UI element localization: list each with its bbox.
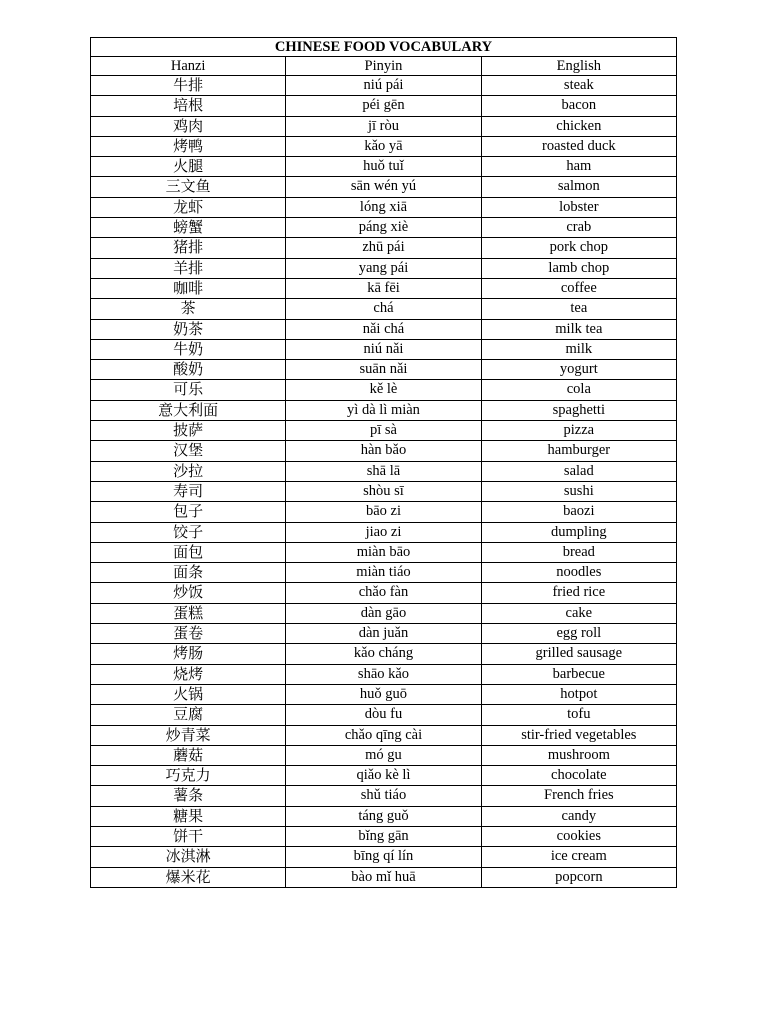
table-row [91, 644, 677, 664]
hanzi-cell: 三文鱼 [91, 177, 286, 197]
english-cell: cake [481, 603, 676, 623]
hanzi-cell: 汉堡 [91, 441, 286, 461]
english-cell: yogurt [481, 360, 676, 380]
english-cell: tea [481, 299, 676, 319]
table-row [91, 481, 677, 501]
table-row [91, 278, 677, 298]
table-row [91, 847, 677, 867]
english-cell: mushroom [481, 745, 676, 765]
english-cell: crab [481, 218, 676, 238]
pinyin-cell: kā fēi [286, 278, 481, 298]
english-cell: baozi [481, 502, 676, 522]
english-cell: French fries [481, 786, 676, 806]
english-cell: cola [481, 380, 676, 400]
column-header-row [91, 57, 677, 76]
table-row [91, 421, 677, 441]
table-row [91, 96, 677, 116]
pinyin-cell: shǔ tiáo [286, 786, 481, 806]
table-row [91, 299, 677, 319]
english-cell: roasted duck [481, 136, 676, 156]
pinyin-cell: huǒ guō [286, 684, 481, 704]
pinyin-cell: bāo zi [286, 502, 481, 522]
table-row [91, 157, 677, 177]
hanzi-cell: 鸡肉 [91, 116, 286, 136]
pinyin-cell: miàn bāo [286, 542, 481, 562]
english-cell: pork chop [481, 238, 676, 258]
pinyin-cell: miàn tiáo [286, 563, 481, 583]
hanzi-cell: 酸奶 [91, 360, 286, 380]
english-cell: coffee [481, 278, 676, 298]
table-row [91, 441, 677, 461]
pinyin-cell: qiǎo kè lì [286, 766, 481, 786]
english-cell: bread [481, 542, 676, 562]
table-row [91, 583, 677, 603]
table-row [91, 705, 677, 725]
hanzi-cell: 冰淇淋 [91, 847, 286, 867]
english-cell: grilled sausage [481, 644, 676, 664]
english-cell: popcorn [481, 867, 676, 887]
pinyin-cell: bǐng gān [286, 826, 481, 846]
pinyin-cell: dòu fu [286, 705, 481, 725]
english-cell: pizza [481, 421, 676, 441]
table-row [91, 684, 677, 704]
hanzi-cell: 牛奶 [91, 339, 286, 359]
table-row [91, 603, 677, 623]
hanzi-cell: 炒青菜 [91, 725, 286, 745]
pinyin-cell: bīng qí lín [286, 847, 481, 867]
table-row [91, 806, 677, 826]
pinyin-cell: chǎo qīng cài [286, 725, 481, 745]
pinyin-cell: kě lè [286, 380, 481, 400]
hanzi-cell: 烧烤 [91, 664, 286, 684]
hanzi-cell: 蛋卷 [91, 624, 286, 644]
english-cell: chicken [481, 116, 676, 136]
pinyin-cell: hàn bǎo [286, 441, 481, 461]
hanzi-cell: 咖啡 [91, 278, 286, 298]
english-cell: candy [481, 806, 676, 826]
pinyin-cell: shāo kǎo [286, 664, 481, 684]
pinyin-cell: kǎo cháng [286, 644, 481, 664]
table-row [91, 380, 677, 400]
english-cell: lamb chop [481, 258, 676, 278]
hanzi-cell: 牛排 [91, 76, 286, 96]
english-cell: steak [481, 76, 676, 96]
english-cell: barbecue [481, 664, 676, 684]
english-cell: cookies [481, 826, 676, 846]
table-row [91, 542, 677, 562]
pinyin-cell: dàn gāo [286, 603, 481, 623]
pinyin-cell: bào mǐ huā [286, 867, 481, 887]
hanzi-cell: 沙拉 [91, 461, 286, 481]
table-title-row [91, 38, 677, 57]
hanzi-cell: 蛋糕 [91, 603, 286, 623]
hanzi-cell: 面包 [91, 542, 286, 562]
hanzi-cell: 火腿 [91, 157, 286, 177]
pinyin-cell: shòu sī [286, 481, 481, 501]
english-cell: spaghetti [481, 400, 676, 420]
hanzi-cell: 龙虾 [91, 197, 286, 217]
hanzi-cell: 茶 [91, 299, 286, 319]
hanzi-cell: 巧克力 [91, 766, 286, 786]
hanzi-cell: 爆米花 [91, 867, 286, 887]
pinyin-cell: yang pái [286, 258, 481, 278]
table-row [91, 725, 677, 745]
table-row [91, 461, 677, 481]
table-row [91, 339, 677, 359]
english-cell: ice cream [481, 847, 676, 867]
pinyin-cell: jī ròu [286, 116, 481, 136]
table-body [91, 76, 677, 888]
pinyin-cell: shā lā [286, 461, 481, 481]
hanzi-cell: 炒饭 [91, 583, 286, 603]
pinyin-cell: nǎi chá [286, 319, 481, 339]
table-row [91, 238, 677, 258]
pinyin-cell: suān nǎi [286, 360, 481, 380]
pinyin-cell: kǎo yā [286, 136, 481, 156]
english-cell: stir-fried vegetables [481, 725, 676, 745]
hanzi-cell: 薯条 [91, 786, 286, 806]
pinyin-cell: niú pái [286, 76, 481, 96]
column-header-pinyin: Pinyin [286, 57, 481, 76]
pinyin-cell: yì dà lì miàn [286, 400, 481, 420]
hanzi-cell: 豆腐 [91, 705, 286, 725]
table-row [91, 624, 677, 644]
table-row [91, 766, 677, 786]
table-row [91, 197, 677, 217]
table-row [91, 218, 677, 238]
table-row [91, 745, 677, 765]
english-cell: salmon [481, 177, 676, 197]
table-row [91, 563, 677, 583]
table-title: CHINESE FOOD VOCABULARY [91, 38, 677, 57]
table-row [91, 258, 677, 278]
table-row [91, 826, 677, 846]
table-row [91, 319, 677, 339]
hanzi-cell: 意大利面 [91, 400, 286, 420]
english-cell: egg roll [481, 624, 676, 644]
pinyin-cell: huǒ tuǐ [286, 157, 481, 177]
column-header-hanzi: Hanzi [91, 57, 286, 76]
hanzi-cell: 饼干 [91, 826, 286, 846]
english-cell: fried rice [481, 583, 676, 603]
hanzi-cell: 螃蟹 [91, 218, 286, 238]
vocabulary-table [90, 37, 677, 888]
english-cell: hamburger [481, 441, 676, 461]
english-cell: lobster [481, 197, 676, 217]
table-row [91, 76, 677, 96]
english-cell: tofu [481, 705, 676, 725]
english-cell: hotpot [481, 684, 676, 704]
english-cell: chocolate [481, 766, 676, 786]
hanzi-cell: 猪排 [91, 238, 286, 258]
english-cell: milk [481, 339, 676, 359]
hanzi-cell: 培根 [91, 96, 286, 116]
pinyin-cell: sān wén yú [286, 177, 481, 197]
hanzi-cell: 饺子 [91, 522, 286, 542]
table-row [91, 360, 677, 380]
english-cell: noodles [481, 563, 676, 583]
hanzi-cell: 蘑菇 [91, 745, 286, 765]
english-cell: bacon [481, 96, 676, 116]
pinyin-cell: mó gu [286, 745, 481, 765]
hanzi-cell: 羊排 [91, 258, 286, 278]
hanzi-cell: 面条 [91, 563, 286, 583]
table-row [91, 664, 677, 684]
pinyin-cell: zhū pái [286, 238, 481, 258]
hanzi-cell: 寿司 [91, 481, 286, 501]
pinyin-cell: niú nǎi [286, 339, 481, 359]
pinyin-cell: chǎo fàn [286, 583, 481, 603]
pinyin-cell: jiao zi [286, 522, 481, 542]
pinyin-cell: péi gēn [286, 96, 481, 116]
table-row [91, 786, 677, 806]
pinyin-cell: pī sà [286, 421, 481, 441]
table-row [91, 502, 677, 522]
pinyin-cell: táng guǒ [286, 806, 481, 826]
english-cell: sushi [481, 481, 676, 501]
english-cell: dumpling [481, 522, 676, 542]
hanzi-cell: 包子 [91, 502, 286, 522]
english-cell: milk tea [481, 319, 676, 339]
hanzi-cell: 火锅 [91, 684, 286, 704]
pinyin-cell: lóng xiā [286, 197, 481, 217]
hanzi-cell: 烤肠 [91, 644, 286, 664]
pinyin-cell: dàn juǎn [286, 624, 481, 644]
english-cell: salad [481, 461, 676, 481]
table-row [91, 522, 677, 542]
table-row [91, 400, 677, 420]
hanzi-cell: 披萨 [91, 421, 286, 441]
hanzi-cell: 烤鸭 [91, 136, 286, 156]
english-cell: ham [481, 157, 676, 177]
table-row [91, 116, 677, 136]
table-row [91, 177, 677, 197]
hanzi-cell: 糖果 [91, 806, 286, 826]
pinyin-cell: páng xiè [286, 218, 481, 238]
pinyin-cell: chá [286, 299, 481, 319]
hanzi-cell: 可乐 [91, 380, 286, 400]
column-header-english: English [481, 57, 676, 76]
table-row [91, 867, 677, 887]
table-row [91, 136, 677, 156]
hanzi-cell: 奶茶 [91, 319, 286, 339]
